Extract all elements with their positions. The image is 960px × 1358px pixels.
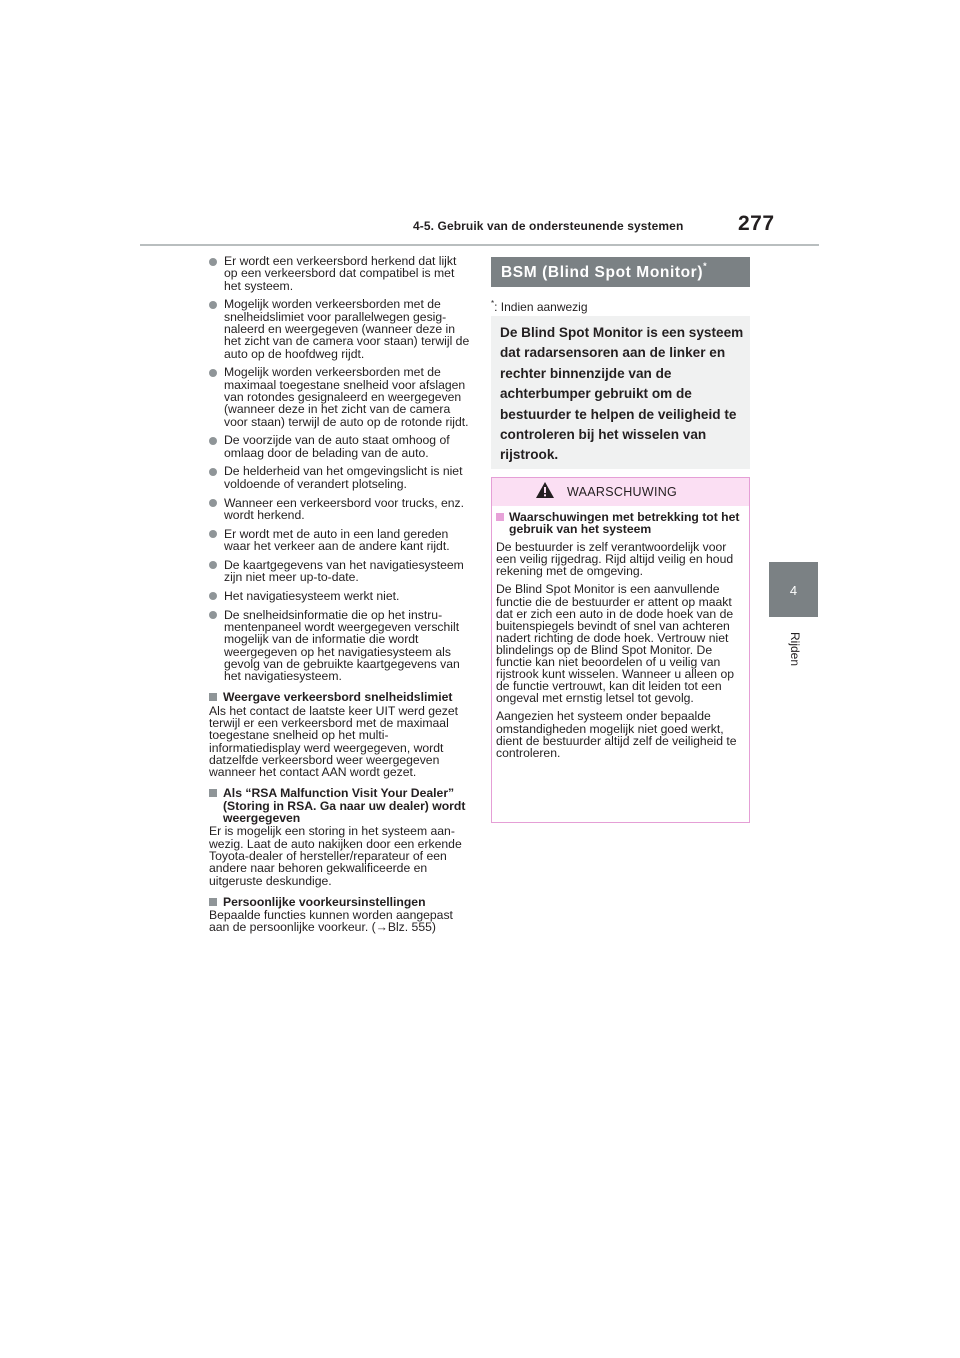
section-title: 4-5. Gebruik van de ondersteunende systemen [413, 219, 684, 233]
bullet-item: Er wordt met de auto in een land gereden waar het verkeer aan de andere kant rijdt. [209, 528, 471, 553]
bsm-title-mark: * [703, 261, 708, 271]
section-heading: Weergave verkeersbord snelheidslimiet [209, 691, 471, 703]
section-text: Bepaalde functies kunnen worden aangepast aan de persoonlijke voorkeur. (→Blz. 555) [209, 908, 453, 935]
chapter-label-text: Rijden [788, 632, 802, 667]
bullet-item: Mogelijk worden verkeersborden met de snelheidslimiet voor parallelwegen gesignaleerd en weergegeven (wanneer deze in het zicht van de camera voor staan) terwijl de auto op de hoofdweg rijdt. [209, 298, 471, 359]
page-number: 277 [738, 212, 775, 235]
footnote [491, 299, 588, 314]
chapter-label [780, 632, 810, 692]
left-column [209, 255, 471, 940]
section-heading: Als “RSA Malfunction Visit Your Dealer” (Storing in RSA. Ga naar uw dealer) wordt weergegeven [209, 787, 471, 824]
bullet-item: Wanneer een verkeersbord voor trucks, enz. wordt herkend. [209, 497, 471, 522]
section-text: Als het contact de laatste keer UIT werd gezet terwijl er een verkeersbord met de maximaal toegestane snelheid op het multi-informatiedisplay werd weergegeven, wordt datzelfde verkeersbord weer weergegeven wanneer het contact AAN wordt gezet. [209, 703, 459, 780]
section-heading: Persoonlijke voorkeursinstellingen [209, 896, 471, 908]
bullet-item: De helderheid van het omgevingslicht is niet voldoende of verandert plotseling. [209, 465, 471, 490]
bullet-item: Het navigatiesysteem werkt niet. [209, 590, 471, 602]
bsm-title [501, 263, 707, 282]
chapter-number: 4 [789, 583, 798, 598]
bullet-item: De snelheidsinformatie die op het instrumentenpaneel wordt weergegeven verschilt mogelijk van de informatie die wordt weergegeven op het navigatiesysteem als gevolg van de gebruikte kaartgegevens van het navigatiesysteem. [209, 609, 471, 683]
bullet-item: De voorzijde van de auto staat omhoog of omlaag door de belading van de auto. [209, 434, 471, 459]
warning-subheading: Waarschuwingen met betrekking tot het gebruik van het systeem [496, 511, 742, 535]
warning-body [496, 511, 742, 759]
warning-paragraph: De Blind Spot Monitor is een aanvullende functie die de bestuurder er attent op maakt dat er zich een auto in de dode hoek van de buitenspiegels bevindt of snel van achteren nadert richting de dode hoek. Vertrouw niet blindelings op de Blind Spot Monitor. De functie kan niet beoordelen of u veilig van rijstrook kunt wisselen. Wanneer u alleen op de functie vertrouwt, kan dit leiden tot een ongeval met ernstig letsel tot gevolg. [496, 582, 735, 706]
bullet-item: Mogelijk worden verkeersborden met de maximaal toegestane snelheid voor afslagen van rotondes gesignaleerd en weergegeven (wanneer deze in het zicht van de camera voor staan) terwijl de auto op de rotonde rijdt. [209, 366, 471, 427]
warning-paragraph: De bestuurder is zelf verantwoordelijk voor een veilig rijgedrag. Rijd altijd veilig en houd rekening met de omgeving. [496, 540, 734, 579]
footnote-text: : Indien aanwezig [494, 300, 588, 314]
header-divider [140, 244, 819, 246]
warning-paragraph: Aangezien het systeem onder bepaalde omstandigheden mogelijk niet goed werkt, dient de bestuurder altijd zelf de veiligheid te controleren. [496, 709, 737, 760]
warning-title: WAARSCHUWING [567, 485, 678, 499]
footnote-mark: * [491, 299, 495, 308]
bullet-item: De kaartgegevens van het navigatiesysteem zijn niet meer up-to-date. [209, 559, 471, 584]
bullet-item: Er wordt een verkeersbord herkend dat lijkt op een verkeersbord dat compatibel is met het systeem. [209, 255, 471, 292]
warning-triangle-icon [535, 481, 555, 499]
intro-text: De Blind Spot Monitor is een systeem dat radarsensoren aan de linker en rechter binnenzijde van de achterbumper gebruikt om de bestuurder te helpen de veiligheid te controleren bij het wisselen van rijstrook. [500, 325, 744, 463]
section-text: Er is mogelijk een storing in het systeem aanwezig. Laat de auto nakijken door een erkende Toyota-dealer of hersteller/reparateur of een andere naar behoren gekwalificeerde en uitgeruste deskundige. [209, 824, 462, 888]
bsm-title-text: BSM (Blind Spot Monitor) [501, 264, 704, 282]
